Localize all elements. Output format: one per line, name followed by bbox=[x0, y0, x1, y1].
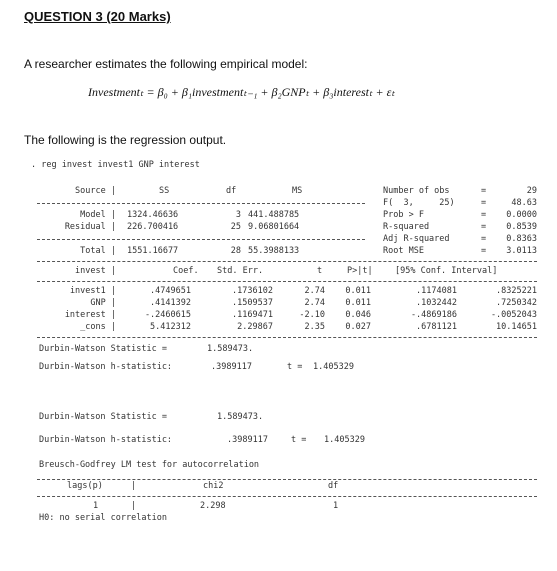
divider bbox=[37, 337, 537, 338]
divider bbox=[37, 479, 537, 480]
stat-eq: = bbox=[481, 234, 487, 244]
coef-t: 2.74 bbox=[304, 286, 325, 296]
divider bbox=[37, 239, 365, 240]
coef-p: 0.011 bbox=[345, 298, 371, 308]
stat-value: 0.8363 bbox=[506, 234, 537, 244]
follow-text: The following is the regression output. bbox=[24, 133, 227, 147]
anova-source: Total | bbox=[80, 246, 116, 256]
coef-t: 2.35 bbox=[304, 322, 325, 332]
coef-var: interest | bbox=[64, 310, 116, 320]
bg-header-chi2: chi2 bbox=[203, 481, 224, 491]
stat-eq: = bbox=[481, 222, 487, 232]
anova-header-row bbox=[27, 186, 537, 198]
bg-chi2: 2.298 bbox=[200, 501, 226, 511]
stat-eq: = bbox=[481, 186, 487, 196]
anova-ms: 441.488785 bbox=[248, 210, 300, 220]
bg-title-text: Breusch-Godfrey LM test for autocorrelation bbox=[39, 460, 260, 470]
dh-label: Durbin-Watson h-statistic: bbox=[39, 435, 173, 445]
coef-se: .1736102 bbox=[232, 286, 273, 296]
coef-header-row bbox=[27, 266, 537, 278]
divider bbox=[37, 261, 537, 262]
bg-df: 1 bbox=[333, 501, 339, 511]
stat-label: F( 3, 25) bbox=[383, 198, 455, 208]
stat-value: 48.63 bbox=[511, 198, 537, 208]
bg-header-row bbox=[27, 481, 537, 493]
dh-label: Durbin-Watson h-statistic: bbox=[39, 362, 173, 372]
coef-header-ci: [95% Conf. Interval] bbox=[395, 266, 498, 276]
dw-stat-line bbox=[27, 412, 537, 435]
coef-ci-hi: .7250342 bbox=[496, 298, 537, 308]
coef-header-var: invest | bbox=[75, 266, 116, 276]
anova-header-source: Source | bbox=[75, 186, 116, 196]
coef-header-p: P>|t| bbox=[347, 266, 373, 276]
dh-stat-line bbox=[27, 435, 537, 460]
coef-ci-lo: .6781121 bbox=[416, 322, 457, 332]
dw-stat-line bbox=[27, 344, 537, 362]
stata-output bbox=[27, 160, 537, 525]
coef-ci-hi: .8325221 bbox=[496, 286, 537, 296]
coef-t: 2.74 bbox=[304, 298, 325, 308]
dw-label: Durbin-Watson Statistic = bbox=[39, 412, 167, 422]
stat-value: 3.0113 bbox=[506, 246, 537, 256]
stat-label: Number of obs bbox=[383, 186, 450, 196]
stat-value: 29 bbox=[526, 186, 537, 196]
anova-header-ss: SS bbox=[159, 186, 170, 196]
model-equation: Investmentₜ = β₀ + β₁investmentₜ₋₁ + β₂GNPₜ + β₃interestₜ + εₜ bbox=[88, 85, 395, 99]
dh-value: .3989117 bbox=[211, 362, 252, 372]
stat-eq: = bbox=[481, 210, 487, 220]
stat-eq: = bbox=[481, 198, 487, 208]
anova-row bbox=[27, 222, 537, 234]
coef-var: GNP | bbox=[90, 298, 116, 308]
stat-value: 0.8539 bbox=[506, 222, 537, 232]
bg-h0-text: H0: no serial correlation bbox=[39, 513, 167, 523]
stat-value: 0.0000 bbox=[506, 210, 537, 220]
anova-source: Residual | bbox=[64, 222, 116, 232]
dw-value: 1.589473. bbox=[217, 412, 264, 422]
dh-t-label: t = bbox=[291, 435, 307, 445]
anova-header-ms: MS bbox=[292, 186, 303, 196]
anova-ss: 1324.46636 bbox=[127, 210, 179, 220]
stat-label: R-squared bbox=[383, 222, 430, 232]
dh-t-label: t = bbox=[287, 362, 303, 372]
coef-row bbox=[27, 322, 537, 334]
dh-t-value: 1.405329 bbox=[324, 435, 365, 445]
bg-title bbox=[27, 460, 537, 473]
coef-value: 5.412312 bbox=[150, 322, 191, 332]
anova-ms: 55.3988133 bbox=[248, 246, 300, 256]
bg-header-df: df bbox=[328, 481, 339, 491]
coef-row bbox=[27, 286, 537, 298]
bg-sep: | bbox=[131, 501, 137, 511]
coef-var: _cons | bbox=[80, 322, 116, 332]
anova-row bbox=[27, 210, 537, 222]
bg-lags: 1 bbox=[93, 501, 99, 511]
dh-value: .3989117 bbox=[227, 435, 268, 445]
stat-eq: = bbox=[481, 246, 487, 256]
divider bbox=[37, 203, 365, 204]
coef-ci-hi: 10.14651 bbox=[496, 322, 537, 332]
anova-ss: 226.700416 bbox=[127, 222, 179, 232]
anova-source: Model | bbox=[80, 210, 116, 220]
coef-var: invest1 | bbox=[69, 286, 116, 296]
coef-p: 0.046 bbox=[345, 310, 371, 320]
coef-se: .1509537 bbox=[232, 298, 273, 308]
coef-t: -2.10 bbox=[299, 310, 325, 320]
anova-df: 28 bbox=[230, 246, 241, 256]
coef-se: .1169471 bbox=[232, 310, 273, 320]
anova-ms: 9.06801664 bbox=[248, 222, 300, 232]
divider bbox=[37, 281, 537, 282]
coef-p: 0.011 bbox=[345, 286, 371, 296]
intro-text: A researcher estimates the following empirical model: bbox=[24, 57, 308, 71]
dw-value: 1.589473. bbox=[207, 344, 254, 354]
bg-h0 bbox=[27, 513, 537, 525]
anova-header-df: df bbox=[226, 186, 237, 196]
anova-df: 25 bbox=[230, 222, 241, 232]
stat-label: Prob > F bbox=[383, 210, 424, 220]
coef-ci-lo: -.4869186 bbox=[410, 310, 457, 320]
coef-value: -.2460615 bbox=[144, 310, 191, 320]
anova-df: 3 bbox=[235, 210, 241, 220]
bg-header-sep: | bbox=[131, 481, 137, 491]
coef-row bbox=[27, 298, 537, 310]
coef-ci-lo: .1174081 bbox=[416, 286, 457, 296]
bg-row bbox=[27, 501, 537, 513]
dh-stat-line bbox=[27, 362, 537, 412]
coef-ci-lo: .1032442 bbox=[416, 298, 457, 308]
divider bbox=[37, 496, 537, 497]
coef-p: 0.027 bbox=[345, 322, 371, 332]
question-title: QUESTION 3 (20 Marks) bbox=[24, 9, 171, 24]
stat-label: Root MSE bbox=[383, 246, 424, 256]
anova-total-row bbox=[27, 246, 537, 258]
dw-label: Durbin-Watson Statistic = bbox=[39, 344, 167, 354]
coef-value: .4749651 bbox=[150, 286, 191, 296]
coef-header-t: t bbox=[317, 266, 323, 276]
anova-ss: 1551.16677 bbox=[127, 246, 179, 256]
bg-header-lags: lags(p) bbox=[67, 481, 103, 491]
stata-command: . reg invest invest1 GNP interest bbox=[31, 160, 200, 170]
dh-t-value: 1.405329 bbox=[313, 362, 354, 372]
coef-row bbox=[27, 310, 537, 322]
coef-header-se: Std. Err. bbox=[217, 266, 264, 276]
coef-value: .4141392 bbox=[150, 298, 191, 308]
stat-label: Adj R-squared bbox=[383, 234, 450, 244]
coef-se: 2.29867 bbox=[237, 322, 273, 332]
coef-header-coef: Coef. bbox=[173, 266, 199, 276]
coef-ci-hi: -.0052043 bbox=[490, 310, 537, 320]
